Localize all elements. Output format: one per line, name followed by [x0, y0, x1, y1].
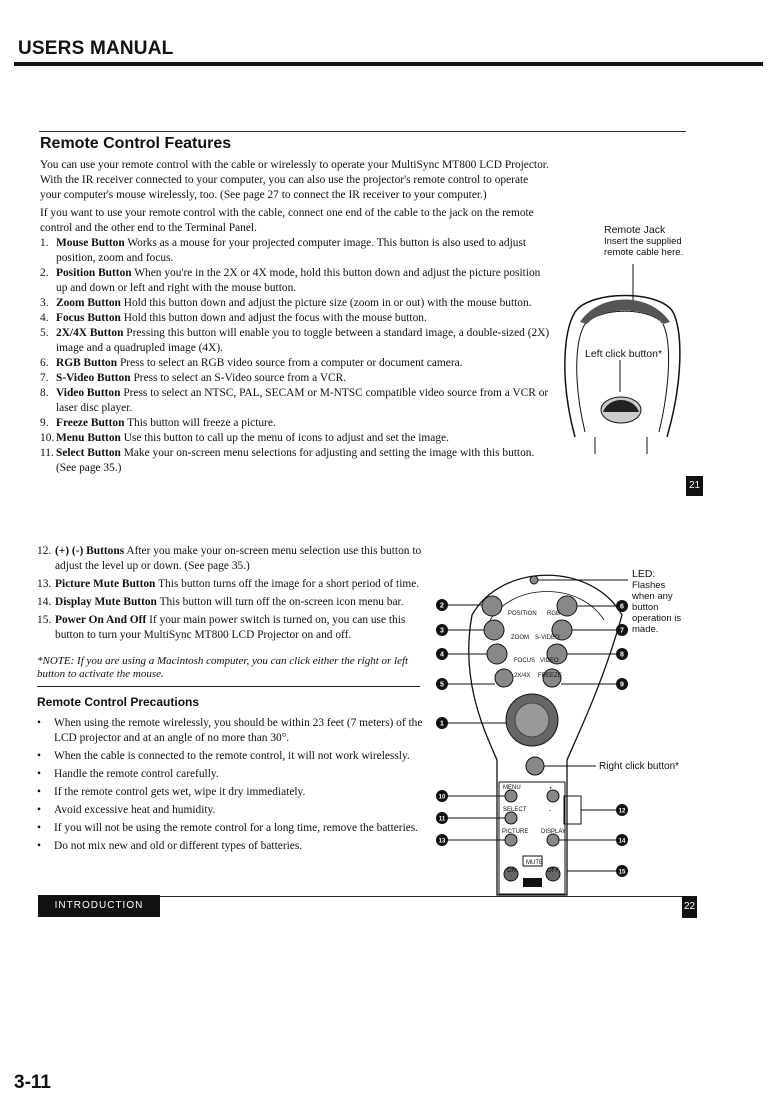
item-desc: Press to select an RGB video source from a computer or document camera.: [119, 357, 463, 369]
item-term: Focus Button: [56, 312, 121, 324]
callout-number: 10: [438, 794, 446, 801]
feature-item: [40, 356, 550, 371]
item-desc: After you make your on-screen menu selection use this button to adjust the level up or down. (See page 35.): [55, 545, 422, 572]
item-term: Menu Button: [56, 432, 121, 444]
item-number: 13.: [37, 578, 52, 590]
item-desc: If your main power switch is turned on, you can use this button to turn your MultiSync MT800 LCD Projector on and off.: [55, 614, 406, 641]
callout-number: 13: [438, 838, 446, 845]
item-desc: Make your on-screen menu selections for adjusting and setting the image with this button. (See page 35.): [56, 447, 535, 474]
section-title: Remote Control Features: [40, 135, 232, 152]
precaution-item: • Avoid excessive heat and humidity.: [37, 803, 432, 818]
item-number: 10.: [40, 432, 55, 444]
precaution-item: • When using the remote wirelessly, you should be within 23 feet (7 meters) of the LCD projector and at an angle of no more than 30°.: [37, 716, 432, 746]
video-label: VIDEO: [540, 658, 559, 664]
plus-label: +: [549, 786, 553, 792]
item-desc: Pressing this button will enable you to toggle between a standard image, a double-sized (2X) image and a quadrupled image (4X).: [56, 327, 550, 354]
led-title: LED:: [632, 568, 656, 580]
feature-item: [37, 577, 432, 592]
item-number: 2.: [40, 267, 49, 279]
section-intro: You can use your remote control with the cable or wirelessly to operate your MultiSync MT800 LCD Projector. With the IR receiver connected to your computer, you can also use the projector's remote control to operate your computer's mouse wirelessly, too. (See page 27 to connect the IR receiver to your computer.): [40, 159, 549, 201]
position-label: POSITION: [508, 611, 537, 617]
off-label: OFF: [547, 868, 559, 874]
item-term: (+) (-) Buttons: [55, 545, 125, 557]
feature-item: [40, 416, 550, 431]
select-label: SELECT: [503, 807, 527, 813]
precaution-item: • When the cable is connected to the remote control, it will not work wirelessly.: [37, 749, 432, 764]
item-desc: This button will freeze a picture.: [127, 417, 276, 429]
feature-item: [37, 544, 432, 574]
item-term: Zoom Button: [56, 297, 121, 309]
precaution-item: • If the remote control gets wet, wipe it dry immediately.: [37, 785, 432, 800]
item-number: 4.: [40, 312, 49, 324]
item-desc: Hold this button down and adjust the focus with the mouse button.: [123, 312, 427, 324]
feature-item: [40, 236, 550, 266]
mute-label: MUTE: [526, 860, 543, 866]
zoom-label: ZOOM: [511, 635, 529, 641]
remote-jack-title: Remote Jack: [604, 224, 666, 236]
callout-number: 1: [440, 720, 444, 728]
page-badge-22: 22: [682, 896, 697, 918]
item-number: 11.: [40, 447, 54, 459]
item-term: Display Mute Button: [55, 596, 157, 608]
item-term: Freeze Button: [56, 417, 125, 429]
item-number: 14.: [37, 596, 52, 608]
feature-item: [37, 595, 432, 610]
feature-item: [40, 446, 550, 476]
minus-label: -: [549, 808, 551, 814]
feature-item: [40, 431, 550, 446]
item-number: 3.: [40, 297, 49, 309]
left-click-label: Left click button*: [585, 348, 663, 360]
feature-list-2: [37, 544, 432, 643]
page-number: 3-11: [14, 1072, 51, 1093]
callout-number: 5: [440, 681, 444, 689]
item-number: 15.: [37, 614, 52, 626]
callout-number: 14: [618, 838, 626, 845]
section-tab-introduction: INTRODUCTION: [38, 895, 160, 917]
display-label: DISPLAY: [541, 829, 566, 835]
feature-list-1: [40, 236, 550, 476]
callout-number: 3: [440, 627, 444, 635]
item-desc: Hold this button down and adjust the picture size (zoom in or out) with the mouse button.: [123, 297, 532, 309]
svideo-label: S-VIDEO: [535, 635, 560, 641]
picture-label: PICTURE: [502, 829, 529, 835]
feature-item: [40, 296, 550, 311]
right-click-label: Right click button*: [599, 761, 680, 772]
item-term: Select Button: [56, 447, 121, 459]
callout-number: 7: [620, 627, 624, 635]
feature-item: [37, 613, 432, 643]
callout-number: 12: [618, 808, 626, 815]
precaution-item: • If you will not be using the remote control for a long time, remove the batteries.: [37, 821, 432, 836]
item-number: 6.: [40, 357, 49, 369]
manual-header-title: USERS MANUAL: [18, 38, 174, 59]
item-number: 5.: [40, 327, 49, 339]
section-rule: [39, 131, 686, 132]
item-desc: This button will turn off the on-screen icon menu bar.: [159, 596, 404, 608]
focus-label: FOCUS: [514, 658, 535, 664]
note-rule: [37, 686, 420, 687]
precaution-item: • Do not mix new and old or different types of batteries.: [37, 839, 432, 854]
feature-item: [40, 326, 550, 356]
callout-number: 9: [620, 681, 624, 689]
precautions-title: Remote Control Precautions: [37, 695, 200, 709]
precautions-list: [37, 716, 432, 857]
header-rule: [14, 62, 763, 66]
callout-number: 6: [620, 603, 624, 611]
item-desc: Use this button to call up the menu of icons to adjust and set the image.: [123, 432, 449, 444]
rgb-label: RGB: [547, 611, 561, 617]
item-term: S-Video Button: [56, 372, 131, 384]
macintosh-note: *NOTE: If you are using a Macintosh computer, you can click either the right or left button to activate the mouse.: [37, 655, 409, 680]
led-caption: Flashes when any button operation is made.: [632, 580, 682, 635]
feature-item: [40, 371, 550, 386]
callout-number: 8: [620, 651, 624, 659]
item-term: Video Button: [56, 387, 121, 399]
page-badge-21: 21: [686, 476, 703, 496]
feature-item: [40, 386, 550, 416]
callout-number: 2: [440, 602, 444, 610]
callout-number: 15: [618, 869, 626, 876]
item-number: 7.: [40, 372, 49, 384]
menu-label: MENU: [503, 785, 521, 791]
on-label: ON: [507, 868, 516, 874]
item-number: 1.: [40, 237, 49, 249]
freeze-label: FREEZE: [538, 673, 562, 679]
callout-number: 4: [440, 651, 444, 659]
item-desc: Press to select an NTSC, PAL, SECAM or M-NTSC compatible video source from a VCR or laser disc player.: [56, 387, 549, 414]
feature-item: [40, 266, 550, 296]
item-number: 12.: [37, 545, 52, 557]
section-intro-cable: If you want to use your remote control with the cable, connect one end of the cable to the jack on the remote control and the other end to the Terminal Panel.: [40, 207, 534, 234]
item-desc: This button turns off the image for a short period of time.: [158, 578, 420, 590]
item-term: Position Button: [56, 267, 132, 279]
item-term: Mouse Button: [56, 237, 125, 249]
item-term: Picture Mute Button: [55, 578, 156, 590]
item-term: Power On And Off: [55, 614, 147, 626]
intro-rule: [160, 896, 682, 897]
item-desc: When you're in the 2X or 4X mode, hold this button down and adjust the picture position up and down or left and right with the mouse button.: [56, 267, 541, 294]
item-desc: Works as a mouse for your projected computer image. This button is also used to adjust position, zoom and focus.: [56, 237, 527, 264]
item-number: 9.: [40, 417, 49, 429]
item-term: RGB Button: [56, 357, 118, 369]
item-term: 2X/4X Button: [56, 327, 124, 339]
callout-number: 11: [438, 816, 446, 823]
precaution-item: • Handle the remote control carefully.: [37, 767, 432, 782]
twox-label: 2X/4X: [514, 673, 531, 679]
remote-jack-caption: Insert the supplied remote cable here.: [604, 236, 684, 258]
item-number: 8.: [40, 387, 49, 399]
item-desc: Press to select an S-Video source from a VCR.: [133, 372, 347, 384]
feature-item: [40, 311, 550, 326]
